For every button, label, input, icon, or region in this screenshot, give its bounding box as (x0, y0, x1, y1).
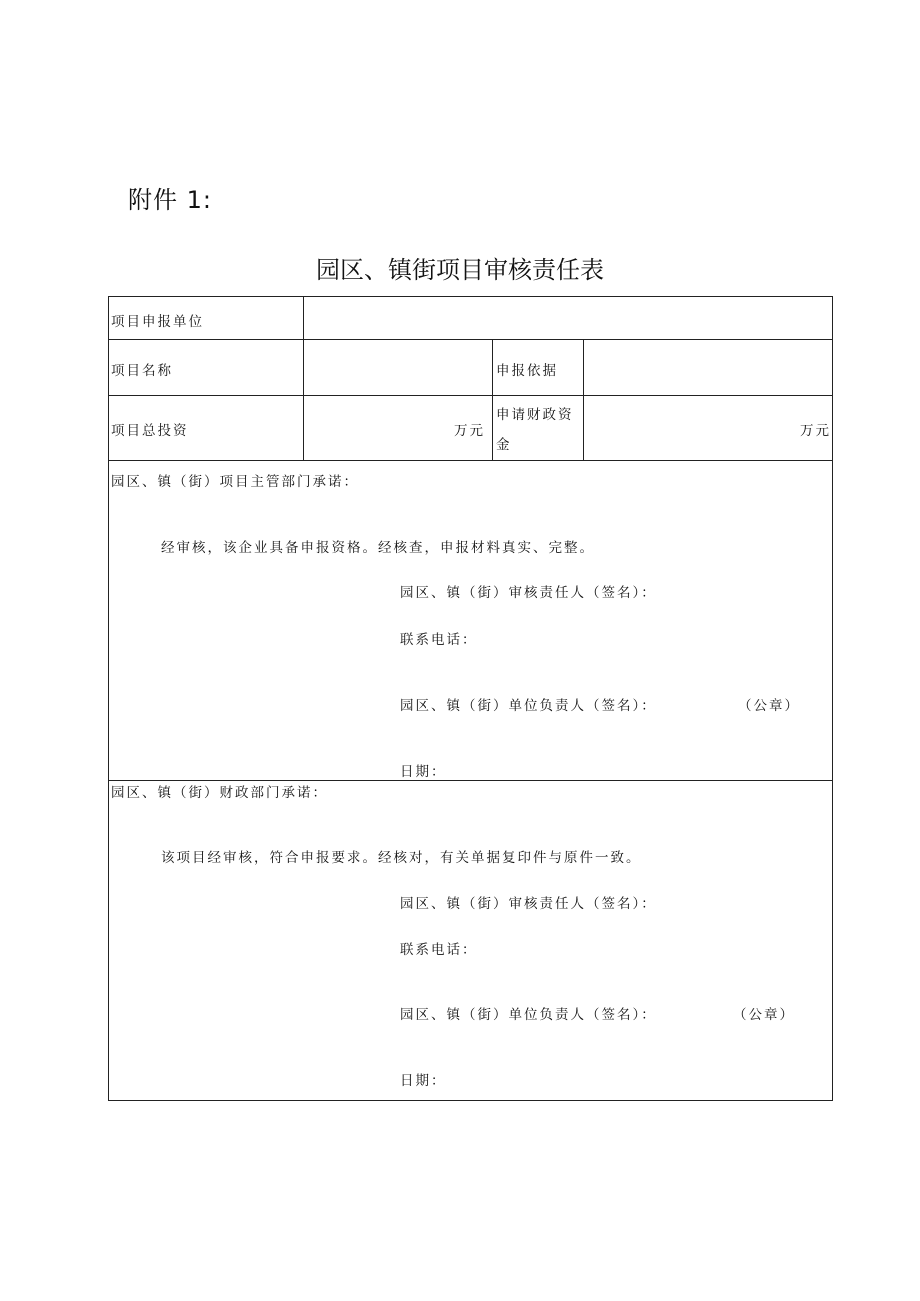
section2-date[interactable]: 日期： (400, 1073, 447, 1089)
fund-request-label: 申请财政资金 (496, 407, 574, 453)
fund-request-unit: 万元 (800, 423, 831, 439)
row-divider (109, 460, 832, 461)
unit-label: 项目申报单位 (111, 314, 204, 330)
column-divider (492, 339, 493, 460)
column-divider (583, 339, 584, 460)
review-responsibility-form (108, 296, 833, 1101)
total-investment-unit: 万元 (454, 423, 485, 439)
section1-leader-signature[interactable]: 园区、镇（街）单位负责人（签名）： (400, 698, 657, 714)
section2-seal: （公章） (733, 1007, 795, 1023)
section1-reviewer-signature[interactable]: 园区、镇（街）审核责任人（签名）： (400, 585, 657, 601)
section1-heading: 园区、镇（街）项目主管部门承诺： (111, 474, 359, 490)
basis-label: 申报依据 (496, 363, 558, 379)
project-name-label: 项目名称 (111, 363, 173, 379)
section2-leader-signature[interactable]: 园区、镇（街）单位负责人（签名）： (400, 1007, 657, 1023)
row-divider (109, 395, 832, 396)
section2-heading: 园区、镇（街）财政部门承诺： (111, 785, 328, 801)
column-divider (303, 297, 304, 460)
section1-phone[interactable]: 联系电话： (400, 632, 478, 648)
section1-seal: （公章） (738, 698, 800, 714)
section2-statement: 该项目经审核，符合申报要求。经核对，有关单据复印件与原件一致。 (161, 850, 642, 866)
page-title: 园区、镇街项目审核责任表 (316, 256, 604, 284)
section1-statement: 经审核，该企业具备申报资格。经核查，申报材料真实、完整。 (161, 540, 595, 556)
section2-reviewer-signature[interactable]: 园区、镇（街）审核责任人（签名）： (400, 896, 657, 912)
attachment-label: 附件 1: (128, 186, 212, 214)
section2-phone[interactable]: 联系电话： (400, 942, 478, 958)
total-investment-label: 项目总投资 (111, 423, 189, 439)
row-divider (109, 339, 832, 340)
section1-date[interactable]: 日期： (400, 764, 447, 780)
